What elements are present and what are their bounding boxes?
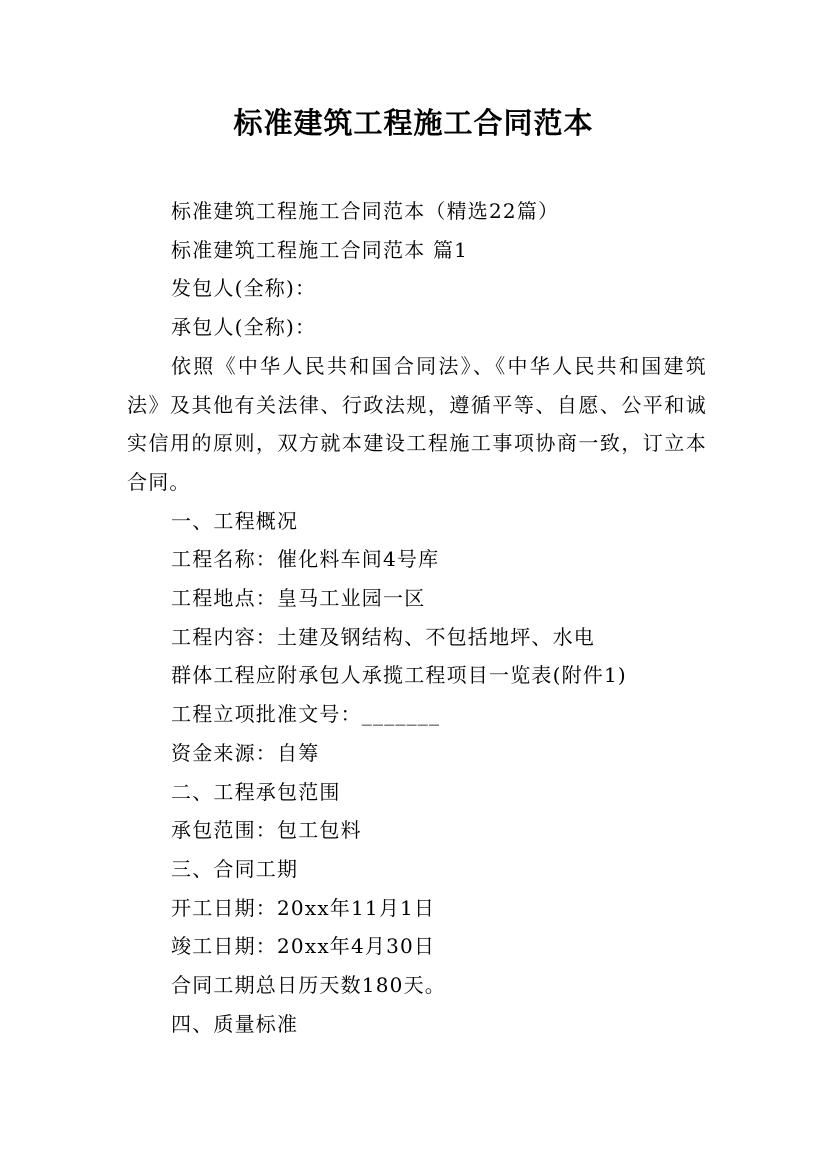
contract-heading: 标准建筑工程施工合同范本（精选22篇） — [171, 199, 560, 223]
employer-line: 发包人(全称)： — [171, 276, 317, 301]
start-date-line: 开工日期：20xx年11月1日 — [171, 895, 436, 920]
section-heading-duration: 三、合同工期 — [171, 856, 299, 881]
total-duration-line: 合同工期总日历天数180天。 — [171, 973, 446, 998]
project-content-line: 工程内容：土建及钢结构、不包括地坪、水电 — [171, 624, 595, 649]
project-attachment-line: 群体工程应附承包人承揽工程项目一览表(附件1) — [171, 663, 627, 688]
section-heading-quality: 四、质量标准 — [171, 1011, 299, 1036]
section-heading-overview: 一、工程概况 — [171, 508, 299, 533]
completion-date-line: 竣工日期：20xx年4月30日 — [171, 934, 436, 959]
section-heading-scope: 二、工程承包范围 — [171, 779, 341, 804]
document-title: 标准建筑工程施工合同范本 — [233, 106, 594, 140]
approval-number-line: 工程立项批准文号：_______ — [171, 702, 441, 727]
document-body — [127, 192, 707, 1043]
contractor-line: 承包人(全称)： — [171, 315, 317, 340]
preamble-paragraph: 依照《中华人民共和国合同法》、《中华人民共和国建筑法》及其他有关法律、行政法规，遵循平等、自愿、公平和诚实信用的原则，双方就本建设工程施工事项协商一致，订立本合同。 — [127, 353, 707, 494]
project-location-line: 工程地点：皇马工业园一区 — [171, 586, 426, 611]
funding-source-line: 资金来源：自筹 — [171, 740, 320, 765]
contract-section-label: 标准建筑工程施工合同范本 篇1 — [171, 237, 469, 262]
contract-scope-line: 承包范围：包工包料 — [171, 818, 362, 843]
project-name-line: 工程名称：催化料车间4号库 — [171, 547, 440, 572]
